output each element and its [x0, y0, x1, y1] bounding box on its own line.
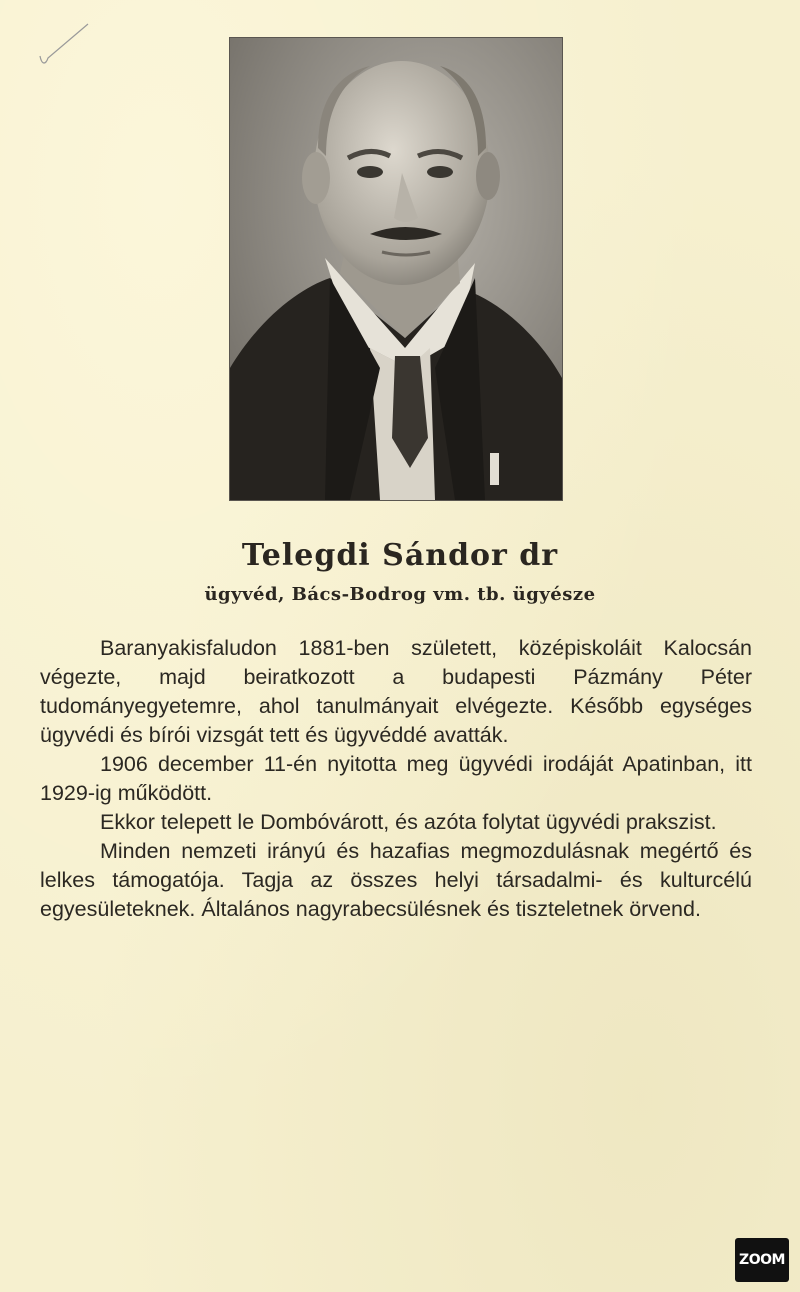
portrait-illustration	[230, 38, 562, 500]
biography-text	[40, 634, 752, 924]
paragraph: Baranyakisfaludon 1881-ben született, középiskoláit Kalocsán végezte, majd beiratkozott a budapesti Pázmány Péter tudományegyetemre, ahol tanulmányait elvégezte. Később egységes ügyvédi és bírói vizsgát tett és ügyvéddé avatták.	[40, 636, 752, 747]
paragraph: 1906 december 11-én nyitotta meg ügyvédi irodáját Apatinban, itt 1929-ig működött.	[40, 752, 752, 805]
portrait-photo	[230, 38, 562, 500]
person-title: ügyvéd, Bács-Bodrog vm. tb. ügyésze	[204, 584, 596, 605]
pencil-checkmark	[36, 22, 92, 70]
person-name: Telegdi Sándor dr	[241, 538, 559, 573]
zoom-logo-badge: ZOOM	[735, 1238, 789, 1282]
paragraph: Minden nemzeti irányú és hazafias megmozdulásnak megértő és lelkes támogatója. Tagja az összes helyi társadalmi- és kulturcélú egyesületeknek. Általános nagyrabecsülésnek és tiszteletnek örvend.	[40, 839, 752, 921]
paragraph: Ekkor telepett le Dombóvárott, és azóta folytat ügyvédi prakszist.	[100, 810, 717, 834]
